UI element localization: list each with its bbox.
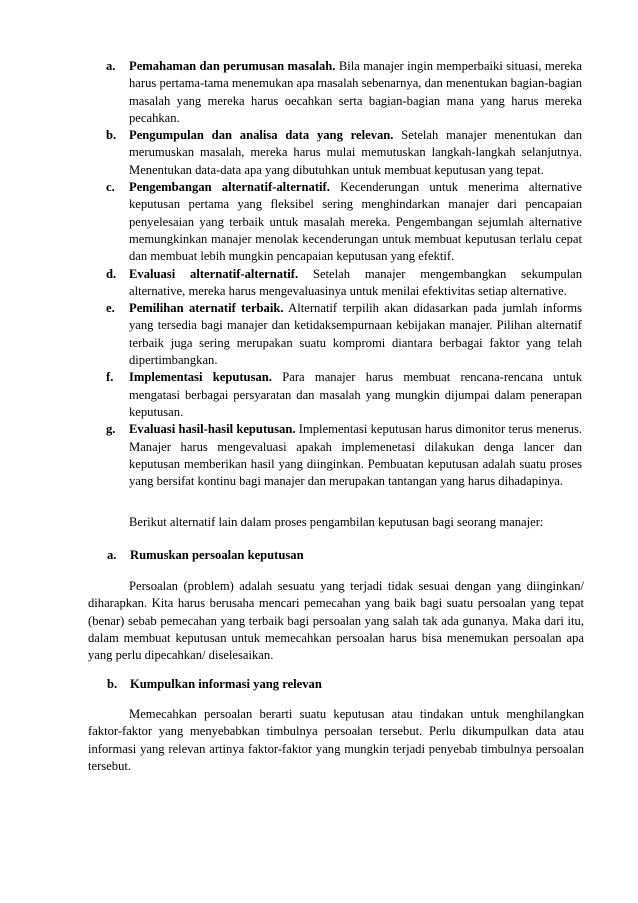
item-title: Evaluasi alternatif-alternatif. bbox=[129, 266, 299, 281]
list-marker: a. bbox=[106, 59, 116, 73]
section-paragraph: Persoalan (problem) adalah sesuatu yang terjadi tidak sesuai dengan yang diinginkan/ diharapkan. Kita harus berusaha mencari pemecahan yang baik bagi suatu persoalan yang tepat (benar) sebab pemecahan yang terbaik bagi persoalan yang salah tak ada gunanya. Maka dari itu, dalam membuat keputusan untuk memecahkan persoalan harus bisa menemukan persoalan apa yang perlu dipecahkan/ diselesaikan. bbox=[88, 579, 584, 663]
list-marker: d. bbox=[106, 266, 117, 281]
list-item bbox=[106, 421, 582, 490]
section-paragraph: Memecahkan persoalan berarti suatu keputusan atau tindakan untuk menghilangkan faktor-faktor yang menyebabkan timbulnya persoalan tersebut. Perlu dikumpulkan data atau informasi yang relevan artinya faktor-faktor yang mungkin terjadi penyebab timbulnya persoalan tersebut. bbox=[88, 707, 584, 773]
item-text: Kecenderungan untuk menerima alternative keputusan pertama yang fleksibel sering menghindarkan manajer dari pencapaian penyelesaian yang terbaik untuk masalah mereka. Pengembangan sejumlah alternative memungkinkan manajer menolak kecenderungan untuk membuat keputusan terlalu cepat dan membuat lebih mungkin pencapaian keputusan yang efektif. bbox=[129, 180, 582, 264]
list-item bbox=[106, 300, 582, 369]
item-text: Implementasi keputusan harus dimonitor terus menerus. Manajer harus mengevaluasi apakah implemenetasi dilakukan denga lancer dan keputusan memberikan hasil yang diinginkan. Pembuatan keputusan adalah suatu proses yang bersifat kontinu bagi manajer dan merupakan tantangan yang harus dihadapinya. bbox=[129, 422, 583, 489]
list-item bbox=[106, 369, 582, 421]
list-marker: g. bbox=[106, 422, 116, 437]
section-heading bbox=[107, 547, 304, 564]
item-text: Setelah manajer menentukan dan merumuskan masalah, mereka harus mulai memutuskan langkah-langkah selanjutnya. Menentukan data-data apa yang dibutuhkan untuk membuat keputusan yang tepat. bbox=[129, 128, 582, 177]
section-title: Kumpulkan informasi yang relevan bbox=[130, 677, 322, 691]
list-item bbox=[106, 179, 582, 265]
list-marker: b. bbox=[106, 128, 117, 143]
list-item bbox=[106, 127, 582, 179]
item-text: Para manajer harus membuat rencana-rencana untuk mengatasi berbagai persyaratan dan masalah yang mungkin dijumpai dalam penerapan keputusan. bbox=[129, 370, 582, 419]
list-item bbox=[106, 58, 582, 127]
item-title: Pemilihan aternatif terbaik. bbox=[129, 301, 284, 316]
item-text: Setelah manajer mengembangkan sekumpulan alternative, mereka harus mengevaluasinya untuk menilai efektivitas setiap alternative. bbox=[129, 266, 583, 298]
item-text: Alternatif terpilih akan didasarkan pada jumlah informs yang tersedia bagi manajer dan ketidaksempurnaan kebijakan manajer. Pilihan alternatif terbaik juga sering merupakan suatu kompromi diantara berbagai faktor yang telah dipertimbangkan. bbox=[129, 301, 582, 368]
list-marker: c. bbox=[106, 180, 115, 195]
item-title: Evaluasi hasil-hasil keputusan. bbox=[129, 422, 296, 437]
item-title: Pengembangan alternatif-alternatif. bbox=[129, 180, 330, 195]
section-title: Rumuskan persoalan keputusan bbox=[130, 548, 304, 562]
section-marker: a. bbox=[107, 548, 117, 562]
intro-text: Berikut alternatif lain dalam proses pengambilan keputusan bagi seorang manajer: bbox=[129, 515, 544, 529]
steps-list bbox=[106, 58, 582, 490]
list-marker: f. bbox=[106, 370, 114, 385]
list-item bbox=[106, 266, 582, 301]
section-marker: b. bbox=[107, 677, 118, 691]
item-title: Pengumpulan dan analisa data yang relevan. bbox=[129, 128, 394, 143]
item-text: Bila manajer ingin memperbaiki situasi, mereka harus pertama-tama menemukan apa masalah sebenarnya, dan menentukan bagian-bagian masalah yang mereka harus oecahkan serta bagian-bagian mana yang harus mereka pecahkan. bbox=[129, 59, 582, 125]
item-title: Pemahaman dan perumusan masalah. bbox=[129, 59, 336, 73]
item-title: Implementasi keputusan. bbox=[129, 370, 272, 385]
list-marker: e. bbox=[106, 301, 115, 316]
section-heading bbox=[107, 676, 322, 693]
